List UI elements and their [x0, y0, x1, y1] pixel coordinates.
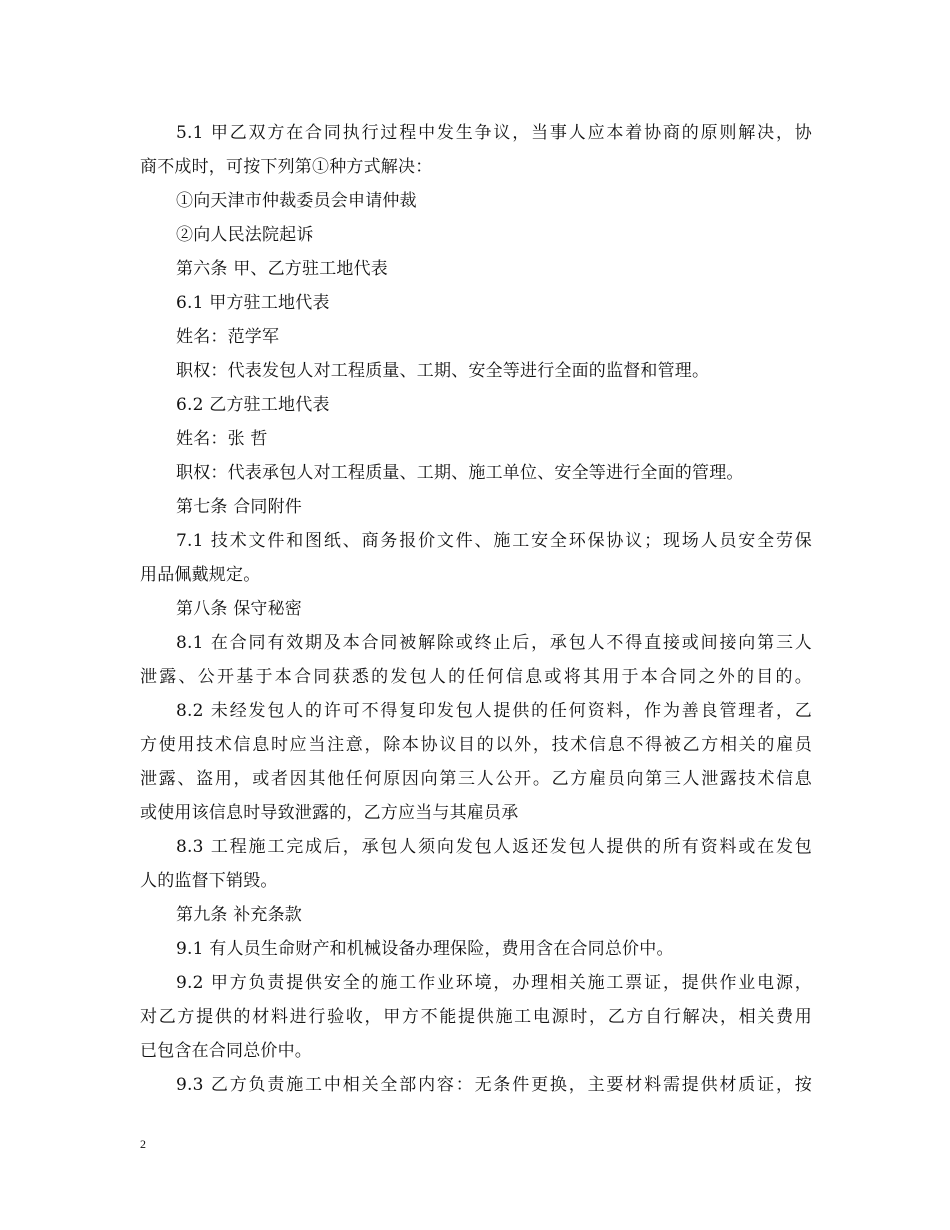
party-b-representative-authority: 职权：代表承包人对工程质量、工期、施工单位、安全等进行全面的管理。 [176, 463, 744, 483]
clause-8-2-line-1: 8.2 未经发包人的许可不得复印发包人提供的任何资料，作为善良管理者，乙 [176, 701, 812, 721]
document-body [140, 116, 812, 1102]
clause-9-2-line-1: 9.2 甲方负责提供安全的施工作业环境，办理相关施工票证，提供作业电源， [176, 973, 812, 993]
clause-7-1-line-2: 用品佩戴规定。 [140, 565, 261, 585]
article-9-heading: 第九条 补充条款 [176, 905, 303, 925]
clause-8-3-line-2: 人的监督下销毁。 [140, 871, 278, 891]
clause-7-1-line-1: 7.1 技术文件和图纸、商务报价文件、施工安全环保协议；现场人员安全劳保 [176, 531, 812, 551]
clause-9-3-line-1: 9.3 乙方负责施工中相关全部内容：无条件更换，主要材料需提供材质证，按 [176, 1075, 812, 1095]
clause-8-2-line-2: 方使用技术信息时应当注意，除本协议目的以外，技术信息不得被乙方相关的雇员 [140, 735, 812, 755]
clause-9-1: 9.1 有人员生命财产和机械设备办理保险，费用含在合同总价中。 [176, 939, 674, 959]
clause-8-3-line-1: 8.3 工程施工完成后，承包人须向发包人返还发包人提供的所有资料或在发包 [176, 837, 812, 857]
clause-8-1-line-2: 泄露、公开基于本合同获悉的发包人的任何信息或将其用于本合同之外的目的。 [140, 667, 812, 687]
party-a-representative-authority: 职权：代表发包人对工程质量、工期、安全等进行全面的监督和管理。 [176, 361, 710, 381]
dispute-option-1: ①向天津市仲裁委员会申请仲裁 [176, 191, 417, 211]
clause-8-1-line-1: 8.1 在合同有效期及本合同被解除或终止后，承包人不得直接或间接向第三人 [176, 633, 812, 653]
party-a-representative-name: 姓名：范学军 [176, 327, 280, 347]
clause-8-2-line-3: 泄露、盗用，或者因其他任何原因向第三人公开。乙方雇员向第三人泄露技术信息 [140, 769, 812, 789]
clause-6-1: 6.1 甲方驻工地代表 [176, 293, 330, 313]
clause-5-1-line-1: 5.1 甲乙双方在合同执行过程中发生争议，当事人应本着协商的原则解决，协 [176, 123, 812, 143]
clause-5-1-line-2: 商不成时，可按下列第①种方式解决： [140, 157, 433, 177]
party-b-representative-name: 姓名：张 哲 [176, 429, 268, 449]
clause-6-2: 6.2 乙方驻工地代表 [176, 395, 330, 415]
dispute-option-2: ②向人民法院起诉 [176, 225, 314, 245]
clause-9-2-line-3: 已包含在合同总价中。 [140, 1041, 312, 1061]
article-7-heading: 第七条 合同附件 [176, 497, 303, 517]
article-8-heading: 第八条 保守秘密 [176, 599, 303, 619]
clause-9-2-line-2: 对乙方提供的材料进行验收，甲方不能提供施工电源时，乙方自行解决，相关费用 [140, 1007, 812, 1027]
article-6-heading: 第六条 甲、乙方驻工地代表 [176, 259, 389, 279]
clause-8-2-line-4: 或使用该信息时导致泄露的，乙方应当与其雇员承 [140, 803, 519, 823]
page-number: 2 [140, 1137, 146, 1151]
